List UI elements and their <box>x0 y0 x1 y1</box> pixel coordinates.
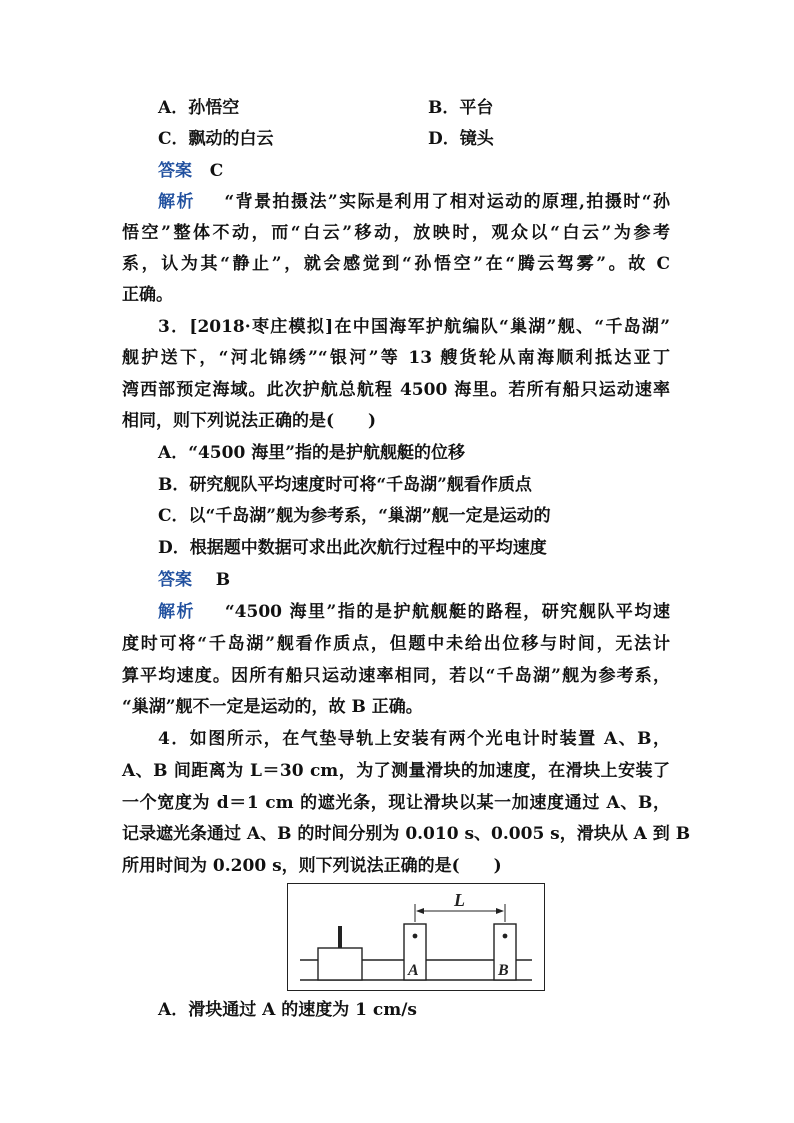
answer-value: C <box>209 161 224 181</box>
q3-stem-line-3: 湾西部预定海域。此次护航总航程 4500 海里。若所有船只运动速率 <box>122 380 670 400</box>
q2-answer <box>158 156 670 187</box>
answer-value: B <box>215 570 231 590</box>
air-track-diagram <box>288 884 544 990</box>
q3-analysis-line-1: 解析 “4500 海里”指的是护航舰艇的路程，研究舰队平均速 <box>158 602 670 622</box>
q2-analysis-line-2: 悟空”整体不动，而“白云”移动，放映时，观众以“白云”为参考 <box>122 223 670 243</box>
q3-stem-line-2: 舰护送下，“河北锦绣”“银河”等 13 艘货轮从南海顺利抵达亚丁 <box>122 348 670 368</box>
q4-stem-line-5: 所用时间为 0.200 s，则下列说法正确的是( ) <box>122 856 502 876</box>
q2-analysis-line-4: 正确。 <box>122 285 173 305</box>
q2-option-d: D．镜头 <box>428 129 494 149</box>
l-arrow-left <box>416 908 424 914</box>
q4-stem-line-2: A、B 间距离为 L＝30 cm，为了测量滑块的加速度，在滑块上安装了 <box>122 761 670 781</box>
analysis-label: 解析 <box>158 192 195 212</box>
q3-analysis-line-3: 算平均速度。因所有船只运动速率相同，若以“千岛湖”舰为参考系， <box>122 666 670 686</box>
q2-analysis-line-1: 解析 “背景拍摄法”实际是利用了相对运动的原理,拍摄时“孙 <box>158 192 670 212</box>
q4-option-a: A．滑块通过 A 的速度为 1 cm/s <box>158 1000 418 1020</box>
photogate-b-dot <box>503 934 508 939</box>
q3-stem-line-4: 相同，则下列说法正确的是( ) <box>122 411 377 431</box>
q3-stem-line-1: 3．[2018·枣庄模拟]在中国海军护航编队“巢湖”舰、“千岛湖” <box>158 317 670 337</box>
q2-option-b: B．平台 <box>428 98 494 118</box>
analysis-label: 解析 <box>158 602 196 622</box>
q3-option-d: D．根据题中数据可求出此次航行过程中的平均速度 <box>158 538 547 558</box>
air-track-figure <box>287 883 545 991</box>
q4-stem-line-1: 4．如图所示，在气垫导轨上安装有两个光电计时装置 A、B， <box>158 729 670 749</box>
q3-option-a: A．“4500 海里”指的是护航舰艇的位移 <box>158 443 465 463</box>
q2-option-c: C．飘动的白云 <box>158 129 274 149</box>
photogate-a-dot <box>413 934 418 939</box>
q2-analysis-line-3: 系，认为其“静止”，就会感觉到“孙悟空”在“腾云驾雾”。故 C <box>122 254 670 274</box>
label-l: L <box>454 890 465 910</box>
q3-analysis-line-2: 度时可将“千岛湖”舰看作质点，但题中未给出位移与时间，无法计 <box>122 634 670 654</box>
q3-answer <box>158 565 670 596</box>
answer-label: 答案 <box>158 161 192 181</box>
slider-block <box>318 948 362 980</box>
q4-stem-line-3: 一个宽度为 d＝1 cm 的遮光条，现让滑块以某一加速度通过 A、B， <box>122 793 670 813</box>
l-arrow-right <box>496 908 504 914</box>
q4-stem-line-4: 记录遮光条通过 A、B 的时间分别为 0.010 s、0.005 s，滑块从 A 到 B <box>122 824 691 844</box>
shielding-strip <box>338 926 342 948</box>
answer-label: 答案 <box>158 570 192 590</box>
label-b: B <box>498 962 509 979</box>
q3-analysis-line-4: “巢湖”舰不一定是运动的，故 B 正确。 <box>122 697 423 717</box>
q2-option-a: A．孙悟空 <box>158 98 240 118</box>
q3-option-b: B．研究舰队平均速度时可将“千岛湖”舰看作质点 <box>158 475 532 495</box>
q3-option-c: C．以“千岛湖”舰为参考系，“巢湖”舰一定是运动的 <box>158 506 551 526</box>
label-a: A <box>408 962 419 979</box>
